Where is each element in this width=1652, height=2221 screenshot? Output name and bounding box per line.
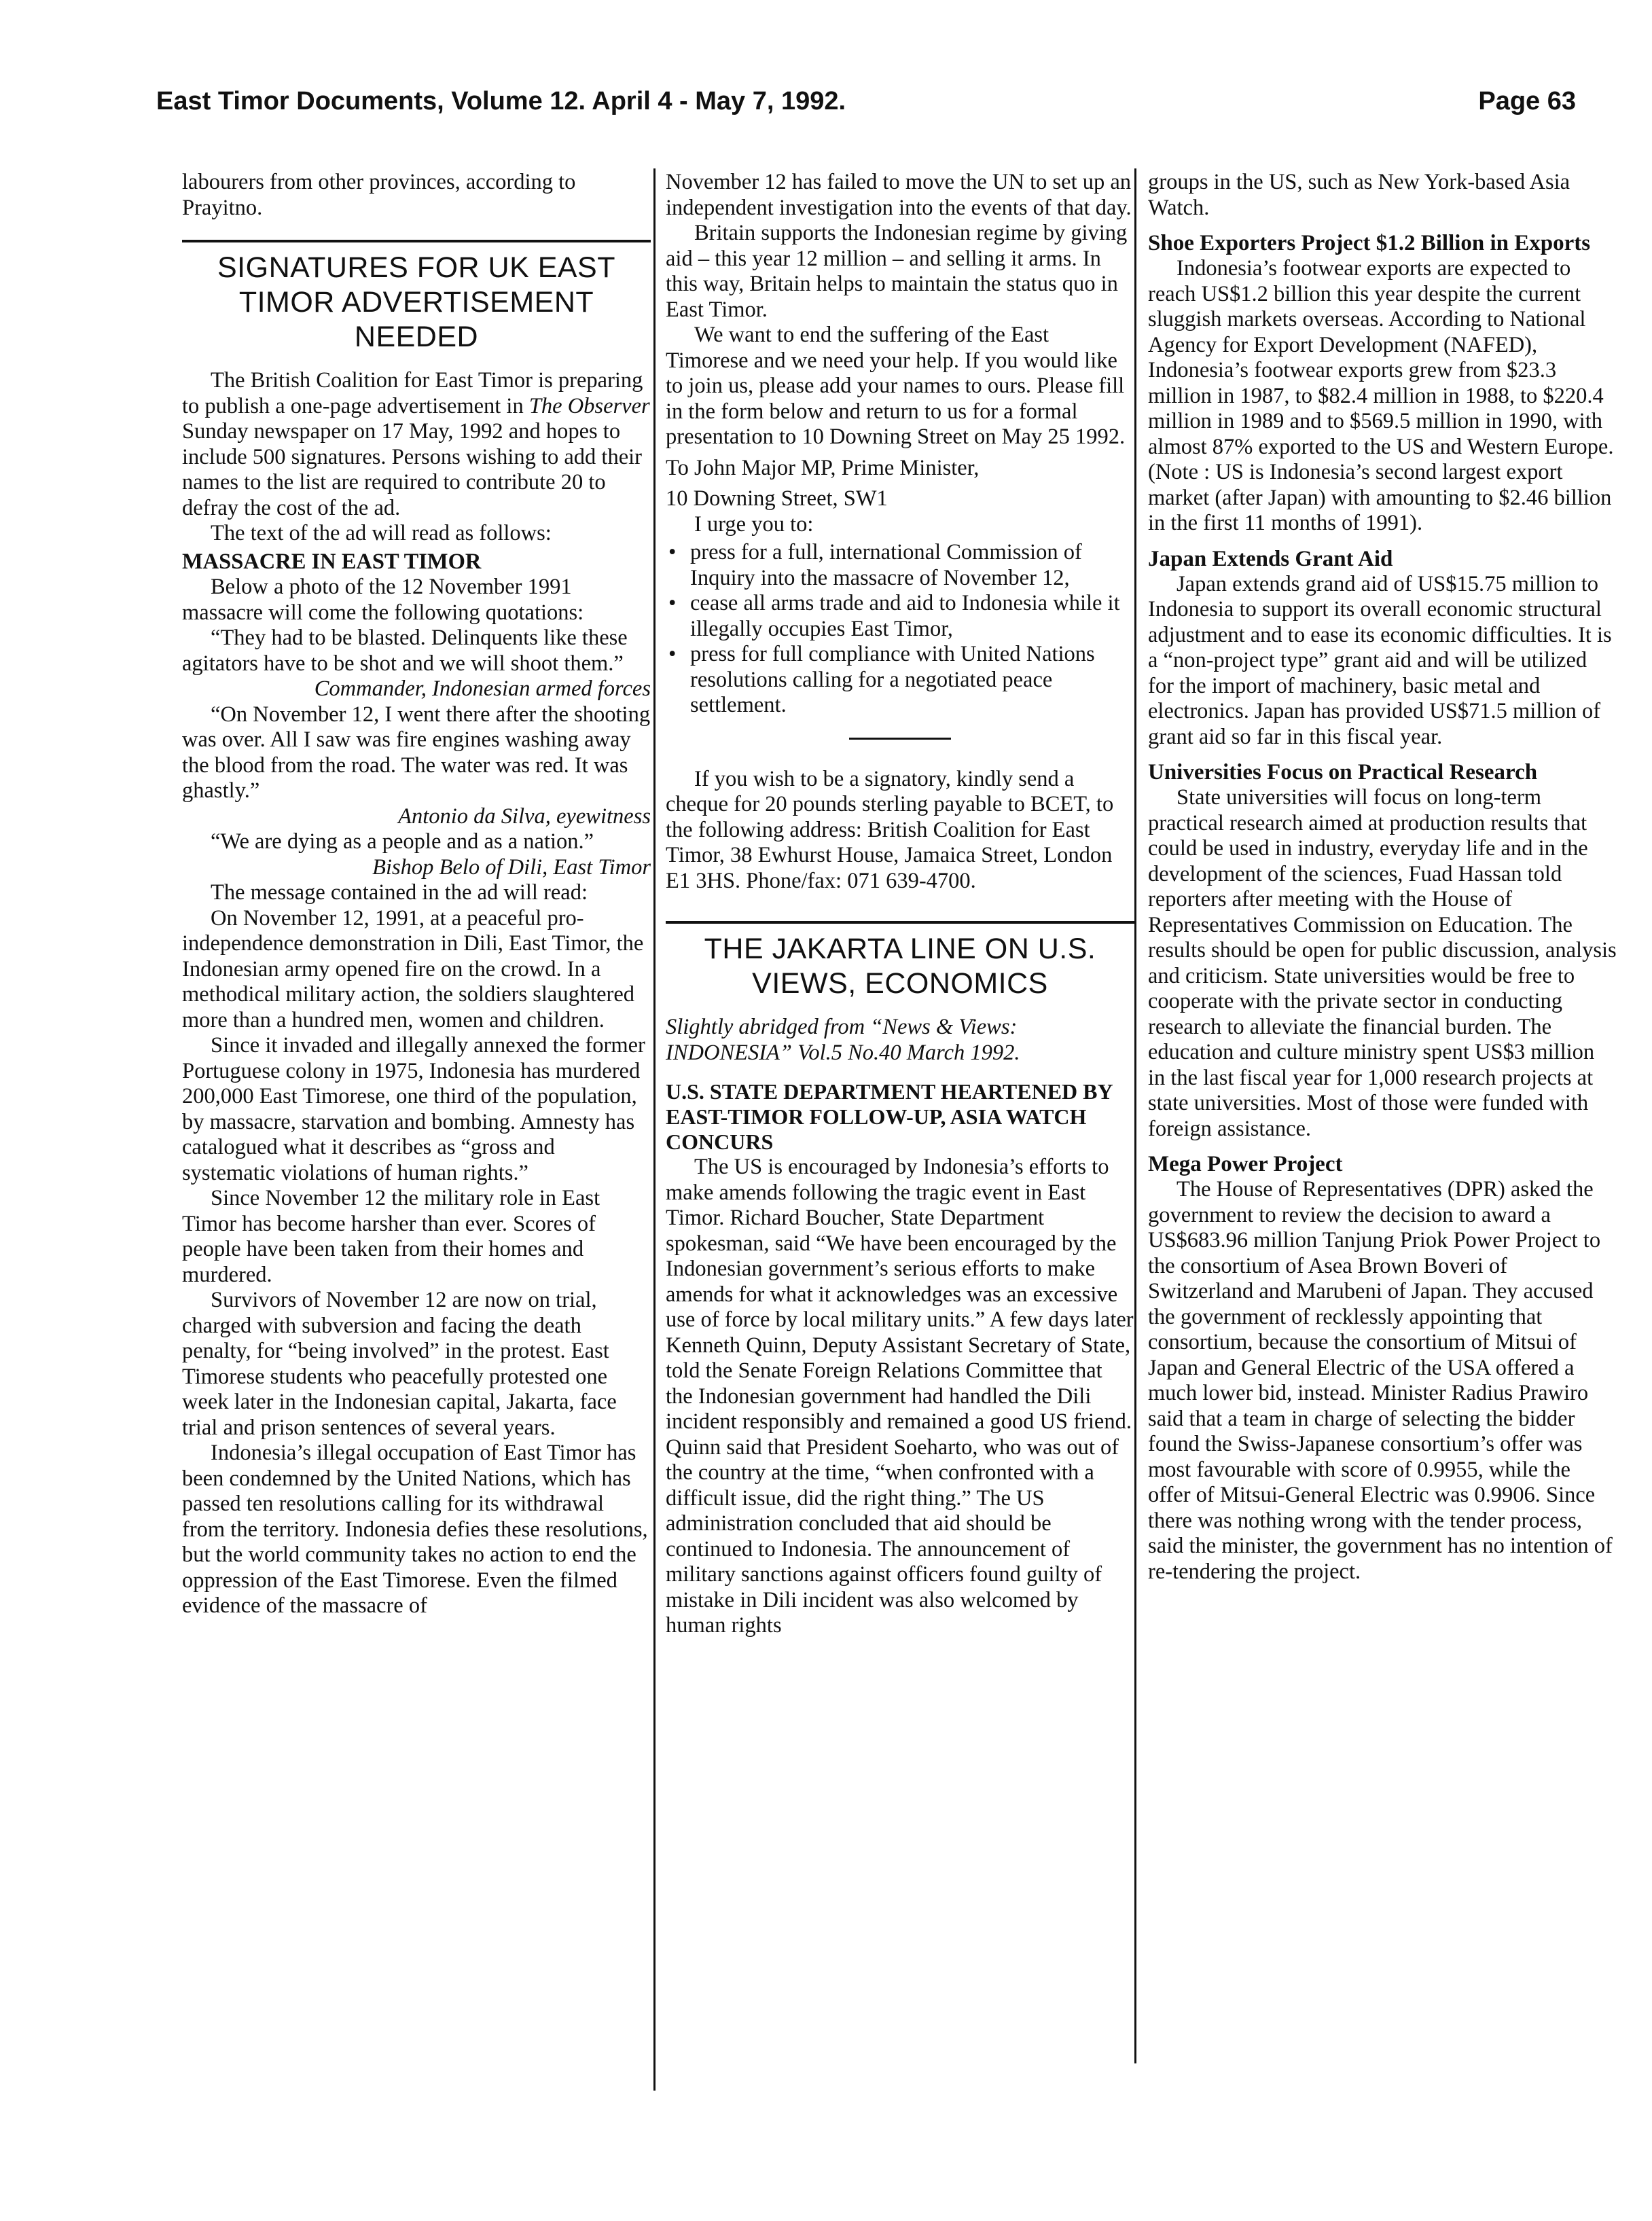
article-heading: SIGNATURES FOR UK EAST TIMOR ADVERTISEMENT NEEDED [217, 251, 615, 353]
article-heading: THE JAKARTA LINE ON U.S. VIEWS, ECONOMICS [704, 933, 1096, 1000]
column-divider-1 [653, 168, 656, 2091]
source-note: Slightly abridged from “News & Views: INDONESIA” Vol.5 No.40 March 1992. [666, 1015, 1020, 1065]
newspaper-name: The Observer [528, 393, 650, 418]
paragraph: Japan extends grand aid of US$15.75 million to Indonesia to support its overall economic structural adjustment and to ease its economic difficulties. It is a “non-project type” grant aid and will be utilized for the import of machinery, basic metal and electronics. Japan has provided US$71.5 million of grant aid so far in this fiscal year. [1148, 571, 1612, 749]
publication-title: East Timor Documents, Volume 12. April 4 - May 7, 1992. [156, 87, 846, 115]
list-item: • press for a full, international Commission of Inquiry into the massacre of November 12, [666, 540, 1134, 591]
quotation-attribution: Antonio da Silva, eyewitness [398, 803, 651, 829]
quotation: “On November 12, I went there after the shooting was over. All I saw was fire engines washing away the blood from the road. The water was red. It was ghastly.” [182, 702, 651, 803]
quotation-attribution: Commander, Indonesian armed forces [314, 676, 651, 701]
article-separator [666, 921, 1134, 924]
section-subheading: U.S. STATE DEPARTMENT HEARTENED BY EAST-TIMOR FOLLOW-UP, ASIA WATCH CONCURS [666, 1079, 1113, 1154]
ad-heading: MASSACRE IN EAST TIMOR [182, 549, 482, 574]
page-number: Page 63 [1478, 87, 1576, 115]
paragraph: If you wish to be a signatory, kindly send a cheque for 20 pounds sterling payable to BCET, to the following address: British Coalition for East Timor, 38 Ewhurst House, Jamaica Street, London E1 3HS. Phone/fax: 071 639-4700. [666, 766, 1114, 893]
paragraph: Since it invaded and illegally annexed the former Portuguese colony in 1975, Indonesia has murdered 200,000 East Timorese, one third of the population, by massacre, starvation and bombing. Amnesty has catalogued what it describes as “gross and systematic violations of human rights.” [182, 1033, 645, 1185]
paragraph: groups in the US, such as New York-based Asia Watch. [1148, 170, 1570, 220]
continued-text: labourers from other provinces, according to Prayitno. [182, 170, 576, 220]
paragraph: The text of the ad will read as follows: [211, 521, 552, 545]
demands-list [666, 540, 1134, 719]
quotation: “They had to be blasted. Delinquents like these agitators have to be shot and we will shoot them.” [182, 626, 628, 676]
list-item: • press for full compliance with United Nations resolutions calling for a negotiated peace settlement. [666, 642, 1134, 719]
section-subheading: Universities Focus on Practical Research [1148, 760, 1538, 784]
address-line: To John Major MP, Prime Minister, [666, 455, 980, 480]
quotation-attribution: Bishop Belo of Dili, East Timor [372, 854, 651, 880]
quotation: “We are dying as a people and as a nation.” [211, 829, 594, 854]
short-divider [849, 738, 951, 740]
section-subheading: Mega Power Project [1148, 1152, 1343, 1176]
paragraph: Indonesia’s illegal occupation of East Timor has been condemned by the United Nations, which has passed ten resolutions calling for its withdrawal from the territory. Indonesia defies these resolutions, but the world community takes no action to end the oppression of the East Timorese. Even the filmed evidence of the massacre of [182, 1441, 648, 1618]
paragraph: The House of Representatives (DPR) asked the government to review the decision to award a US$683.96 million Tanjung Priok Power Project to the consortium of Asea Brown Boveri of Switzerland and Marubeni of Japan. They accused the government of recklessly appointing that consortium, because the consortium of Mitsui of Japan and General Electric of the USA offered a much lower bid, instead. Minister Radius Prawiro said that a team in charge of selecting the bidder found the Swiss-Japanese consortium’s offer was most favourable with score of 0.9955, while the offer of Mitsui-General Electric was 0.9906. Since there was nothing wrong with the tender process, said the minister, the government has no intention of re-tendering the project. [1148, 1177, 1613, 1584]
page-header [156, 80, 1576, 128]
paragraph: Indonesia’s footwear exports are expected to reach US$1.2 billion this year despite the current sluggish markets overseas. According to National Agency for Export Development (NAFED), Indonesia’s footwear exports grew from $23.3 million in 1987, to $82.4 million in 1988, to $220.4 million in 1989 and to $569.5 million in 1990, with almost 87% exported to the US and Western Europe. (Note : US is Indonesia’s second largest export market (after Japan) with amounting to $2.46 billion in the first 11 months of 1991). [1148, 256, 1614, 535]
column-2 [666, 170, 1134, 1639]
address-line: 10 Downing Street, SW1 [666, 486, 888, 511]
paragraph: November 12 has failed to move the UN to set up an independent investigation into the events of that day. [666, 170, 1132, 220]
paragraph: Since November 12 the military role in East Timor has become harsher than ever. Scores of people have been taken from their homes and murdered. [182, 1186, 600, 1287]
paragraph: The US is encouraged by Indonesia’s efforts to make amends following the tragic event in East Timor. Richard Boucher, State Department spokesman, said “We have been encouraged by the Indonesian government’s serious efforts to make amends for what it acknowledges was an excessive use of force by local military units.” A few days later Kenneth Quinn, Deputy Assistant Secretary of State, told the Senate Foreign Relations Committee that the Indonesian government had handled the Dili incident responsibly and remained a good US friend. Quinn said that President Soeharto, who was out of the country at the time, “when confronted with a difficult issue, did the right thing.” The US administration concluded that aid should be continued to Indonesia. The announcement of military sanctions against officers found guilty of mistake in Dili incident was also welcomed by human rights [666, 1155, 1134, 1638]
paragraph: The message contained in the ad will read: [211, 880, 588, 905]
paragraph: I urge you to: [694, 511, 814, 537]
article-separator [182, 240, 651, 242]
paragraph: Below a photo of the 12 November 1991 massacre will come the following quotations: [182, 575, 584, 625]
column-divider-2 [1134, 168, 1136, 2063]
paragraph: Survivors of November 12 are now on trial, charged with subversion and facing the death penalty, for “being involved” in the protest. East Timorese students who peacefully protested one week later in the Indonesian capital, Jakarta, face trial and prison sentences of several years. [182, 1288, 617, 1440]
paragraph: We want to end the suffering of the East Timorese and we need your help. If you would like to join us, please add your names to ours. Please fill in the form below and return to us for a formal presentation to 10 Downing Street on May 25 1992. [666, 323, 1126, 449]
section-subheading: Japan Extends Grant Aid [1148, 546, 1393, 571]
paragraph: Britain supports the Indonesian regime by giving aid – this year 12 million – and selling it arms. In this way, Britain helps to maintain the status quo in East Timor. [666, 221, 1128, 322]
list-item: • cease all arms trade and aid to Indonesia while it illegally occupies East Timor, [666, 591, 1134, 642]
paragraph: On November 12, 1991, at a peaceful pro-independence demonstration in Dili, East Timor, the Indonesian army opened fire on the crowd. In a methodical military action, the soldiers slaughtered more than a hundred men, women and children. [182, 905, 644, 1032]
paragraph: The British Coalition for East Timor is preparing to publish a one-page advertisement in The Observer Sunday newspaper on 17 May, 1992 and hopes to include 500 signatures. Persons wishing to add their names to the list are required to contribute 20 to defray the cost of the ad. [182, 368, 650, 520]
section-subheading: Shoe Exporters Project $1.2 Billion in Exports [1148, 231, 1591, 255]
column-3 [1148, 170, 1617, 1585]
column-1 [182, 170, 651, 1619]
paragraph: State universities will focus on long-term practical research aimed at production results that could be used in industry, everyday life and in the development of the sciences, Fuad Hassan told reporters after meeting with the House of Representatives Commission on Education. The results should be open for public discussion, analysis and criticism. State universities would be free to cooperate with the private sector in conducting research to alleviate the financial burden. The education and culture ministry spent US$3 million in the last fiscal year for 1,000 research projects at state universities. Most of those were funded with foreign assistance. [1148, 785, 1617, 1141]
